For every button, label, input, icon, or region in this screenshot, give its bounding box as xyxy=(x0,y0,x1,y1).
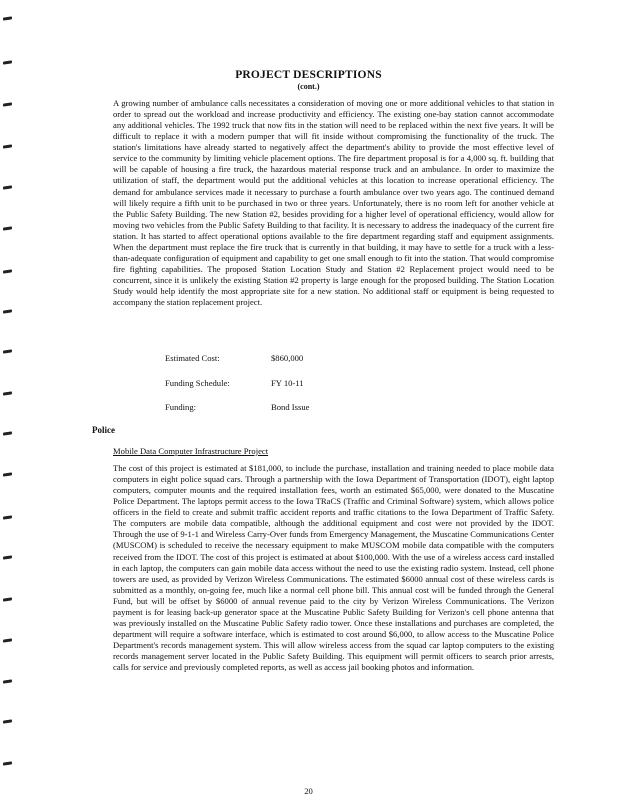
page-number: 20 xyxy=(304,786,313,796)
binding-mark xyxy=(3,515,12,519)
funding-schedule-row xyxy=(165,378,304,388)
binding-mark xyxy=(3,431,12,435)
estimated-cost-label: Estimated Cost: xyxy=(165,353,220,363)
binding-mark xyxy=(3,226,12,230)
funding-label: Funding: xyxy=(165,402,197,412)
binding-mark xyxy=(3,761,12,765)
binding-mark xyxy=(3,16,12,20)
section-heading: Police xyxy=(92,425,115,435)
project-title: Mobile Data Computer Infrastructure Project xyxy=(113,446,269,456)
intro-paragraph: A growing number of ambulance calls necessitates a consideration of moving one or more additional vehicles to that station in order to spread out the workload and increase productivity and efficiency. The existing one-bay station cannot accommodate any additional vehicles. The 1992 truck that now fits in the station will need to be replaced within the next five years. It will be difficult to replace it with a modern pumper that will fit inside without compromising the functionality of the truck. The station's limitations have already started to negatively affect the department's ability to provide the most effective level of service to the community by limiting vehicle placement options. The fire department proposal is for a 4,000 sq. ft. building that will be capable of housing a fire truck, the hazardous material response truck and an ambulance. In order to maximize the utilization of staff, the department would put the additional vehicles at this location to increase operational efficiency. The demand for ambulance services made it necessary to purchase a fourth ambulance over two years ago. The continued demand will likely require a fifth unit to be purchased in two or three years. Unfortunately, there is no room left for another vehicle at the Public Safety Building. The new Station #2, besides providing for a higher level of operational efficiency, would allow for moving two vehicles from the Public Safety Building to that facility. It is necessary to address the inadequacy of the current fire station. It has started to affect operational options available to the fire department regarding staff and equipment assignments. When the department must replace the fire truck that is currently in that building, it may have to settle for a truck with a less-than-adequate configuration of equipment and capability to get one small enough to fit into the station. That would compromise fire fighting capabilities. The proposed Station Location Study and Station #2 Replacement project would need to be concurrent, since it is unlikely the existing Station #2 property is large enough for the proposed building. The Station Location Study would help identify the most appropriate site for a new station. No additional staff or equipment is being requested to accompany the station replacement project. xyxy=(113,98,554,308)
project-paragraph: The cost of this project is estimated at $181,000, to include the purchase, installation and training needed to place mobile data computers in eight police squad cars. Through a partnership with the Iowa Department of Transportation (IDOT), eight laptop computers, computer mounts and the required installation fees, worth an estimated $65,000, were donated to the Muscatine Police Department. The laptops permit access to the Iowa TRaCS (Traffic and Criminal Software) system, which allows police officers in the field to create and submit traffic accident reports and traffic citations to the Iowa Department of Traffic Safety. The computers are mobile data compatible, although the additional equipment and cost were not provided by the IDOT. Through the use of 9-1-1 and Wireless Carry-Over funds from Emergency Management, the Muscatine Communications Center (MUSCOM) is scheduled to receive the necessary equipment to make MUSCOM mobile data compatible with the computers received from the IDOT. The cost of this project is estimated at about $100,000. With the use of a wireless access card installed in each laptop, the computers can gain mobile data access without the need to use the existing radio system. Instead, cell phone towers are used, as provided by Verizon Wireless Communications. The estimated $6000 annual cost of these wireless cards is submitted as a monthly, on-going fee, much like a normal cell phone bill. This annual cost will be funded through the General Fund, but will be offset by $6000 of annual revenue paid to the city by Verizon Wireless Communications. The Verizon payment is for leasing back-up generator space at the Muscatine Public Safety Building for Verizon's cell phone antenna that was previously installed on the Muscatine Public Safety radio tower. Once these installations and purchases are completed, the department will require a software interface, which is estimated to cost around $6,000, to allow access to the Muscatine Police Department's records management system. This will allow wireless access from the squad car laptop computers to the existing records management server located in the Public Safety Building. This equipment will permit officers to search prior arrests, calls for service and previously completed reports, as well as access jail booking photos and information. xyxy=(113,463,554,673)
page-subtitle: (cont.) xyxy=(297,82,320,91)
funding-row xyxy=(165,402,309,412)
estimated-cost-row xyxy=(165,353,303,363)
binding-mark xyxy=(3,472,12,476)
binding-mark xyxy=(3,679,12,683)
binding-mark xyxy=(3,719,12,723)
binding-mark xyxy=(3,638,12,642)
estimated-cost-value: $860,000 xyxy=(271,353,304,363)
binding-mark xyxy=(3,185,12,189)
binding-mark xyxy=(3,597,12,601)
binding-mark xyxy=(3,309,12,313)
binding-mark xyxy=(3,555,12,559)
funding-schedule-value: FY 10-11 xyxy=(271,378,304,388)
binding-mark xyxy=(3,269,12,273)
binding-mark xyxy=(3,60,12,64)
binding-mark xyxy=(3,102,12,106)
binding-mark xyxy=(3,144,12,148)
funding-schedule-label: Funding Schedule: xyxy=(165,378,230,388)
page-title: PROJECT DESCRIPTIONS xyxy=(235,69,382,81)
binding-mark xyxy=(3,391,12,395)
binding-mark xyxy=(3,349,12,353)
funding-value: Bond Issue xyxy=(271,402,310,412)
